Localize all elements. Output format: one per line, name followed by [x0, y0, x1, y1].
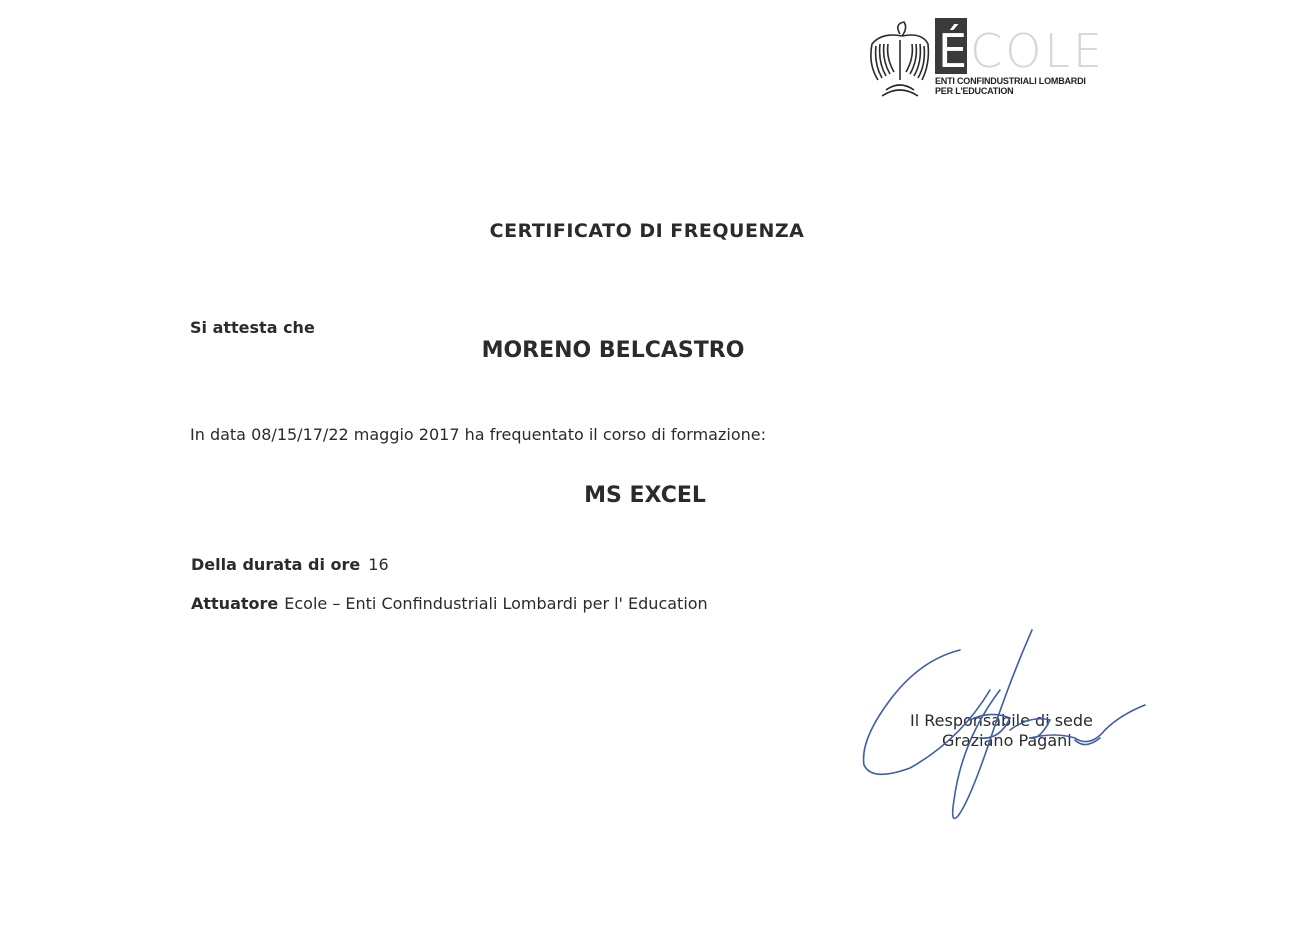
signatory-role: Il Responsabile di sede: [910, 711, 1093, 730]
provider-label: Attuatore: [191, 594, 279, 613]
duration-row: [191, 555, 389, 574]
logo-wordmark: ÉCOLE: [938, 24, 1106, 78]
attesta-label: Si attesta che: [190, 318, 315, 337]
logo-subtitle: ENTI CONFINDUSTRIALI LOMBARDI PER L'EDUCATION: [935, 76, 1086, 96]
handwritten-signature: [850, 620, 1160, 830]
ecole-logo: [864, 14, 1106, 104]
signatory-name: Graziano Pagani: [942, 731, 1072, 750]
person-name: MORENO BELCASTRO: [481, 338, 745, 363]
duration-label: Della durata di ore: [191, 555, 361, 574]
course-name: MS EXCEL: [584, 483, 706, 508]
certificate-title: CERTIFICATO DI FREQUENZA: [489, 220, 805, 242]
provider-row: [191, 594, 708, 613]
date-sentence: In data 08/15/17/22 maggio 2017 ha frequentato il corso di formazione:: [190, 425, 766, 444]
provider-value: Ecole – Enti Confindustriali Lombardi per l' Education: [284, 594, 708, 613]
duration-value: 16: [368, 555, 389, 574]
